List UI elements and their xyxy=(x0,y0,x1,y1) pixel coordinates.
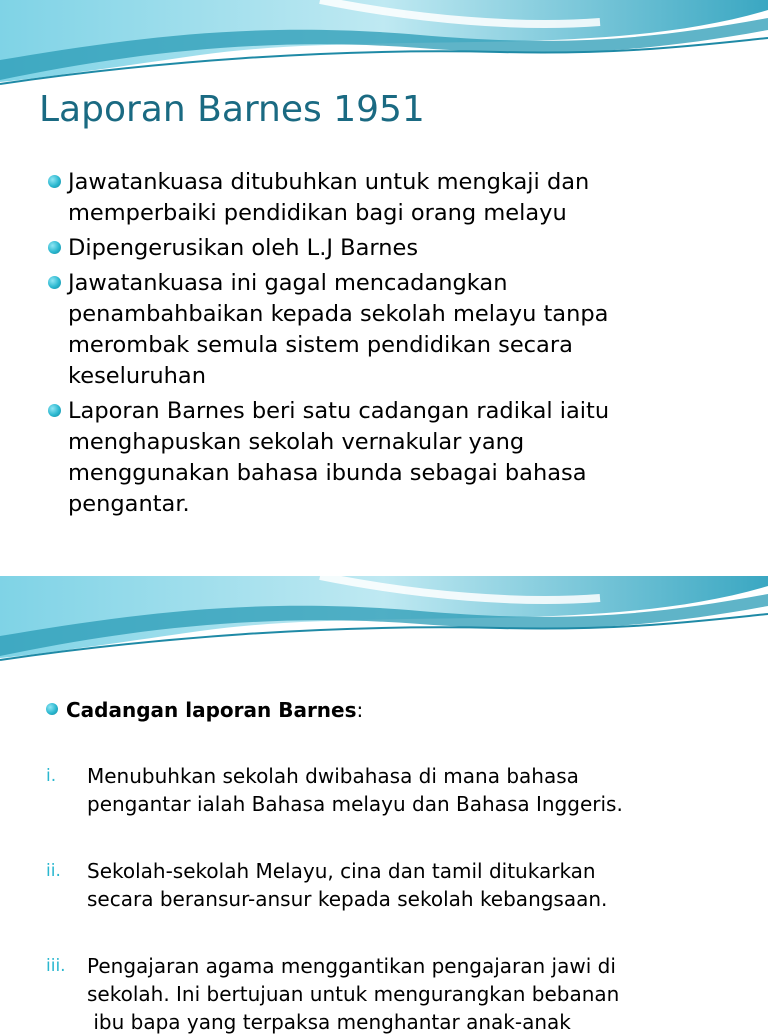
wave-banner-top xyxy=(0,0,768,100)
bullet-dot-icon xyxy=(48,241,61,254)
heading-bold-text: Cadangan laporan Barnes xyxy=(66,698,357,722)
bullet-text: keseluruhan xyxy=(68,363,206,389)
list-line: pengantar ialah Bahasa melayu dan Bahasa Inggeris. xyxy=(87,792,623,816)
bullet-text: penambahbaikan kepada sekolah melayu tanpa xyxy=(68,301,609,327)
list-line: Sekolah-sekolah Melayu, cina dan tamil ditukarkan xyxy=(87,859,596,883)
bullet-text: pengantar. xyxy=(68,491,190,517)
bullet-item xyxy=(46,167,746,229)
bullet-dot-icon xyxy=(46,703,58,715)
slide-separator xyxy=(0,545,768,576)
list-line: Pengajaran agama menggantikan pengajaran jawi di xyxy=(87,954,616,978)
list-text xyxy=(87,762,737,818)
list-line: secara beransur-ansur kepada sekolah kebangsaan. xyxy=(87,887,608,911)
bullet-text: Laporan Barnes beri satu cadangan radikal iaitu xyxy=(68,398,610,424)
bullet-item xyxy=(46,268,746,392)
list-line: Menubuhkan sekolah dwibahasa di mana bahasa xyxy=(87,764,579,788)
list-number: i. xyxy=(46,766,57,786)
bullet-text: memperbaiki pendidikan bagi orang melayu xyxy=(68,200,567,226)
bullet-dot-icon xyxy=(48,404,61,417)
list-number: iii. xyxy=(46,956,66,976)
bullet-item xyxy=(46,396,746,520)
wave-banner-top xyxy=(0,576,768,676)
section-heading xyxy=(46,696,766,724)
heading-suffix: : xyxy=(356,698,364,722)
list-number: ii. xyxy=(46,861,61,881)
bullet-text: Dipengerusikan oleh L.J Barnes xyxy=(68,235,419,261)
list-line: ibu bapa yang terpaksa menghantar anak-anak xyxy=(87,1010,571,1034)
page-title: Laporan Barnes 1951 xyxy=(39,89,425,130)
list-text xyxy=(87,857,737,913)
bullet-dot-icon xyxy=(48,276,61,289)
bullet-dot-icon xyxy=(48,175,61,188)
list-text xyxy=(87,952,737,1036)
bullet-text: menggunakan bahasa ibunda sebagai bahasa xyxy=(68,460,587,486)
bullet-list xyxy=(46,167,746,524)
bullet-text: menghapuskan sekolah vernakular yang xyxy=(68,429,525,455)
bullet-text: Jawatankuasa ditubuhkan untuk mengkaji dan xyxy=(68,169,590,195)
bullet-text: Jawatankuasa ini gagal mencadangkan xyxy=(68,270,508,296)
list-line: sekolah. Ini bertujuan untuk mengurangkan bebanan xyxy=(87,982,620,1006)
bullet-text: merombak semula sistem pendidikan secara xyxy=(68,332,573,358)
bullet-item xyxy=(46,233,746,264)
